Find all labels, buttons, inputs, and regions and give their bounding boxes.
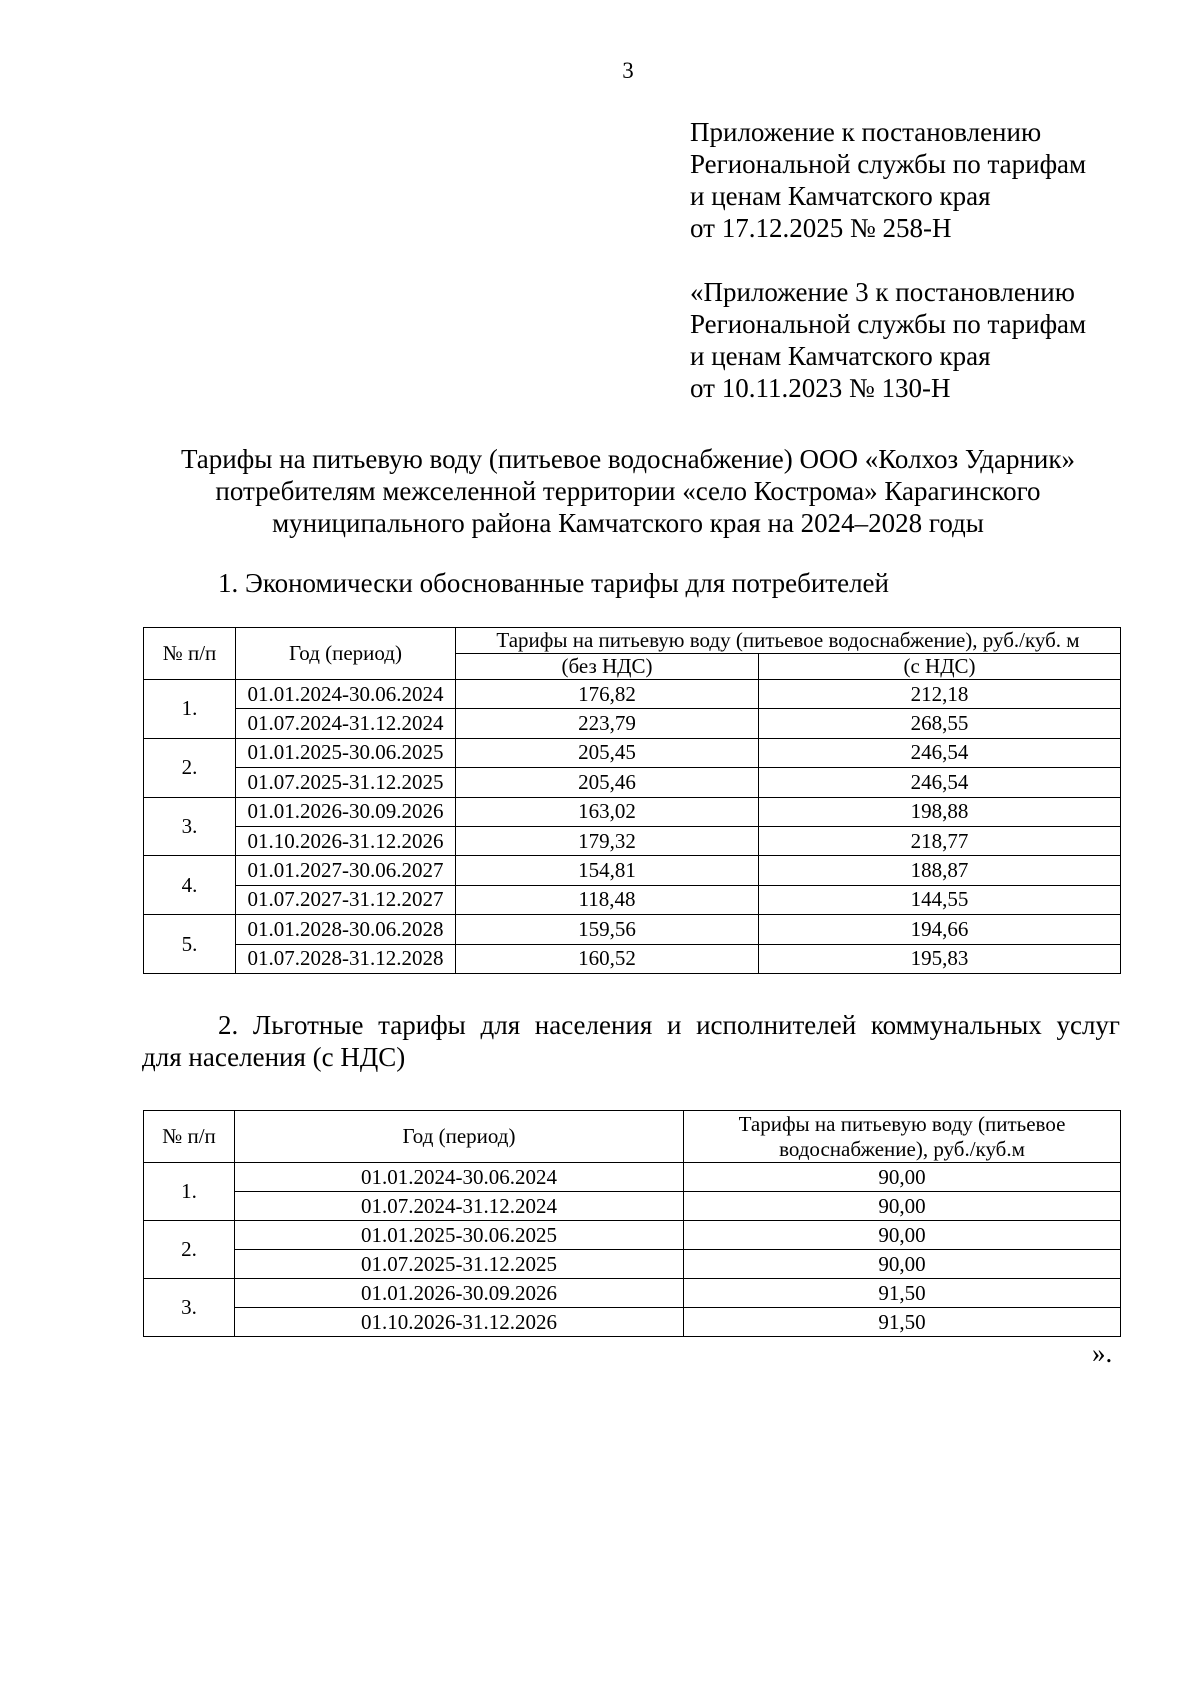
table-row [144,826,1121,855]
table-row [144,1279,1121,1308]
appendix-line: от 10.11.2023 № 130-Н [690,373,951,403]
table-row [144,738,1121,767]
tariff-without-vat: 118,48 [456,885,759,914]
tariff-without-vat: 163,02 [456,797,759,826]
row-number: 3. [144,797,236,856]
tariff-with-vat: 268,55 [759,709,1121,738]
economic-tariffs-table [143,627,1121,974]
section-2-heading [142,1009,1120,1073]
appendix-line: Региональной службы по тарифам [690,149,1087,179]
tariff-cell: 91,50 [684,1308,1121,1337]
header-number: № п/п [144,1111,235,1163]
appendix-line: и ценам Камчатского края [690,341,991,371]
header-tariff-line: Тарифы на питьевую воду (питьевое [738,1111,1066,1136]
tariff-with-vat: 198,88 [759,797,1121,826]
period-cell: 01.07.2024-31.12.2024 [236,709,456,738]
tariff-with-vat: 246,54 [759,768,1121,797]
table-row [144,885,1121,914]
section-2-heading-line: 2. Льготные тарифы для населения и исполнителей коммунальных услуг [218,1010,1120,1040]
tariff-without-vat: 154,81 [456,856,759,885]
row-number: 5. [144,915,236,974]
appendix-line: Региональной службы по тарифам [690,309,1087,339]
period-cell: 01.01.2024-30.06.2024 [235,1163,684,1192]
appendix-reference-current [690,116,1086,244]
row-number: 4. [144,856,236,915]
table-row [144,915,1121,944]
header-period: Год (период) [235,1111,684,1163]
period-cell: 01.07.2025-31.12.2025 [236,768,456,797]
tariff-without-vat: 176,82 [456,680,759,709]
header-tariffs: Тарифы на питьевую воду (питьевое водоснабжение), руб./куб. м [456,628,1121,654]
table-row [144,1221,1121,1250]
tariff-cell: 90,00 [684,1192,1121,1221]
row-number: 1. [144,680,236,739]
table-row [144,768,1121,797]
tariff-without-vat: 223,79 [456,709,759,738]
table-row [144,709,1121,738]
appendix-line: «Приложение 3 к постановлению [690,277,1075,307]
tariff-without-vat: 159,56 [456,915,759,944]
row-number: 2. [144,1221,235,1279]
table-row [144,1308,1121,1337]
period-cell: 01.10.2026-31.12.2026 [235,1308,684,1337]
tariff-without-vat: 205,46 [456,768,759,797]
table-row [144,1163,1121,1192]
appendix-line: Приложение к постановлению [690,117,1042,147]
closing-quote-mark: ». [1092,1338,1113,1368]
appendix-line: и ценам Камчатского края [690,181,991,211]
period-cell: 01.01.2027-30.06.2027 [236,856,456,885]
period-cell: 01.01.2026-30.09.2026 [236,797,456,826]
header-without-vat: (без НДС) [456,654,759,680]
tariff-cell: 90,00 [684,1163,1121,1192]
table-row [144,680,1121,709]
period-cell: 01.01.2026-30.09.2026 [235,1279,684,1308]
period-cell: 01.07.2028-31.12.2028 [236,944,456,973]
appendix-line: от 17.12.2025 № 258-Н [690,213,952,243]
period-cell: 01.10.2026-31.12.2026 [236,826,456,855]
document-title [100,443,1156,539]
period-cell: 01.01.2025-30.06.2025 [235,1221,684,1250]
tariff-with-vat: 212,18 [759,680,1121,709]
header-tariff [684,1111,1121,1163]
table-row [144,1250,1121,1279]
preferential-tariffs-table [143,1110,1121,1337]
title-line: муниципального района Камчатского края на 2024–2028 годы [272,508,984,538]
row-number: 1. [144,1163,235,1221]
period-cell: 01.01.2024-30.06.2024 [236,680,456,709]
row-number: 2. [144,738,236,797]
period-cell: 01.07.2027-31.12.2027 [236,885,456,914]
row-number: 3. [144,1279,235,1337]
period-cell: 01.07.2024-31.12.2024 [235,1192,684,1221]
tariff-with-vat: 188,87 [759,856,1121,885]
header-tariff-line: водоснабжение), руб./куб.м [779,1136,1025,1161]
tariff-without-vat: 160,52 [456,944,759,973]
section-1-heading: 1. Экономически обоснованные тарифы для потребителей [218,568,889,598]
table-row [144,856,1121,885]
table-row [144,1192,1121,1221]
tariff-without-vat: 179,32 [456,826,759,855]
tariff-with-vat: 144,55 [759,885,1121,914]
tariff-cell: 91,50 [684,1279,1121,1308]
period-cell: 01.01.2028-30.06.2028 [236,915,456,944]
tariff-with-vat: 194,66 [759,915,1121,944]
tariff-without-vat: 205,45 [456,738,759,767]
title-line: потребителям межселенной территории «село Кострома» Карагинского [215,476,1041,506]
table-row [144,944,1121,973]
header-number: № п/п [144,628,236,680]
table-row [144,797,1121,826]
tariff-with-vat: 195,83 [759,944,1121,973]
appendix-reference-original [690,276,1086,404]
page-number: 3 [622,58,634,83]
tariff-with-vat: 246,54 [759,738,1121,767]
header-with-vat: (с НДС) [759,654,1121,680]
period-cell: 01.07.2025-31.12.2025 [235,1250,684,1279]
header-period: Год (период) [236,628,456,680]
period-cell: 01.01.2025-30.06.2025 [236,738,456,767]
tariff-with-vat: 218,77 [759,826,1121,855]
tariff-cell: 90,00 [684,1250,1121,1279]
title-line: Тарифы на питьевую воду (питьевое водоснабжение) ООО «Колхоз Ударник» [180,444,1076,474]
section-2-heading-line: для населения (с НДС) [142,1042,406,1072]
tariff-cell: 90,00 [684,1221,1121,1250]
